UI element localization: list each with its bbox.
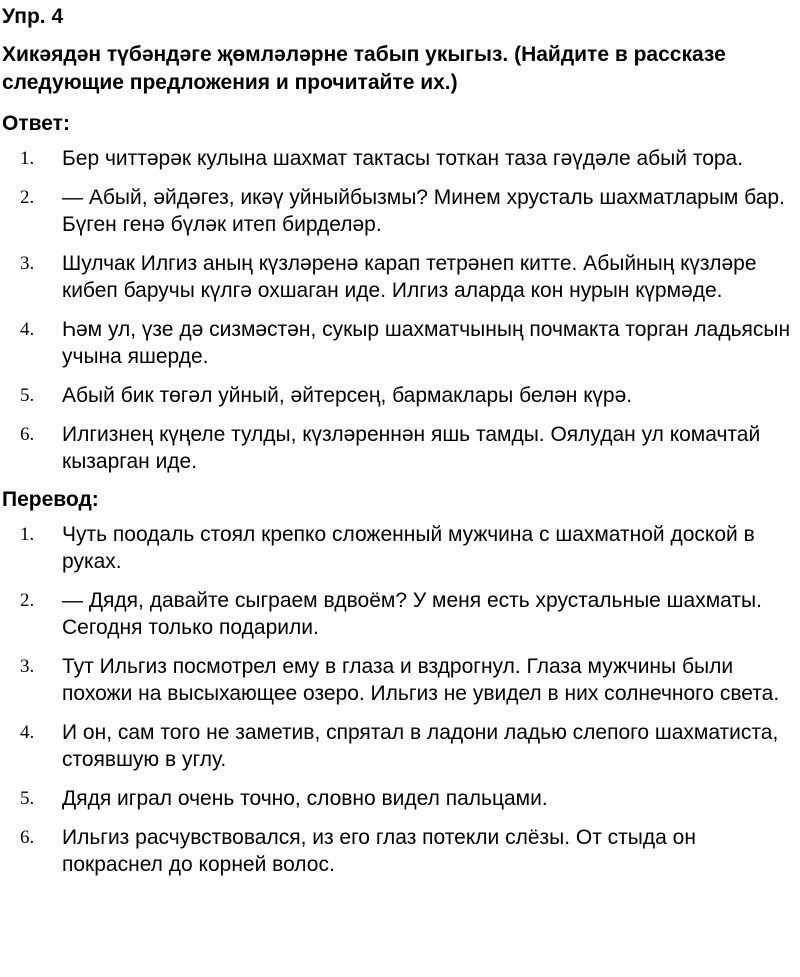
list-item <box>2 382 800 409</box>
item-text: Тут Ильгиз посмотрел ему в глаза и вздрогнул. Глаза мужчины были похожи на высыхающее озеро. Ильгиз не увидел в них солнечного света. <box>62 655 780 705</box>
item-number: 3. <box>20 656 35 677</box>
list-item <box>2 421 800 475</box>
item-text: Дядя играл очень точно, словно видел пальцами. <box>62 787 548 810</box>
item-number: 4. <box>20 722 35 743</box>
item-number: 2. <box>20 187 35 208</box>
list-item <box>2 521 800 575</box>
item-number: 6. <box>20 827 35 848</box>
item-text: Һәм ул, үзе дә сизмәстән, сукыр шахматчының почмакта торган ладьясын учына яшерде. <box>62 318 791 368</box>
translation-label: Перевод: <box>2 488 99 511</box>
item-number: 6. <box>20 424 35 445</box>
list-item <box>2 587 800 641</box>
item-text: Чуть поодаль стоял крепко сложенный мужчина с шахматной доской в руках. <box>62 523 755 573</box>
list-item <box>2 250 800 304</box>
list-item <box>2 316 800 370</box>
exercise-title: Упр. 4 <box>2 5 64 28</box>
item-text: Ильгиз расчувствовался, из его глаз потекли слёзы. От стыда он покраснел до корней волос. <box>62 826 696 876</box>
list-item <box>2 719 800 773</box>
list-item <box>2 824 800 878</box>
item-number: 1. <box>20 524 35 545</box>
list-item <box>2 184 800 238</box>
answer-label: Ответ: <box>2 112 70 135</box>
translation-list <box>2 521 800 878</box>
list-item <box>2 653 800 707</box>
item-number: 3. <box>20 253 35 274</box>
list-item <box>2 785 800 812</box>
task-instruction: Хикәядән түбәндәге җөмләләрне табып укыгыз. (Найдите в рассказе следующие предложения и прочитайте их.) <box>2 43 726 94</box>
item-number: 5. <box>20 385 35 406</box>
answer-list <box>2 145 800 475</box>
item-text: Илгизнең күңеле тулды, күзләреннән яшь тамды. Оялудан ул комачтай кызарган иде. <box>62 423 761 473</box>
item-number: 1. <box>20 148 35 169</box>
item-text: И он, сам того не заметив, спрятал в ладони ладью слепого шахматиста, стоявшую в углу. <box>62 721 779 771</box>
item-text: — Дядя, давайте сыграем вдвоём? У меня есть хрустальные шахматы. Сегодня только подарили. <box>62 589 762 639</box>
item-text: — Абый, әйдәгез, икәү уйныйбызмы? Минем хрусталь шахматларым бар. Бүген генә бүләк итеп бирделәр. <box>62 186 785 236</box>
item-number: 5. <box>20 788 35 809</box>
item-text: Бер читтәрәк кулына шахмат тактасы тоткан таза гәүдәле абый тора. <box>62 147 744 170</box>
item-number: 4. <box>20 319 35 340</box>
item-text: Абый бик төгәл уйный, әйтерсең, бармаклары белән күрә. <box>62 384 633 407</box>
item-number: 2. <box>20 590 35 611</box>
list-item <box>2 145 800 172</box>
item-text: Шулчак Илгиз аның күзләренә карап тетрәнеп китте. Абыйның күзләре кибеп баручы күлгә охшаган иде. Илгиз аларда кон нурын күрмәде. <box>62 252 757 302</box>
